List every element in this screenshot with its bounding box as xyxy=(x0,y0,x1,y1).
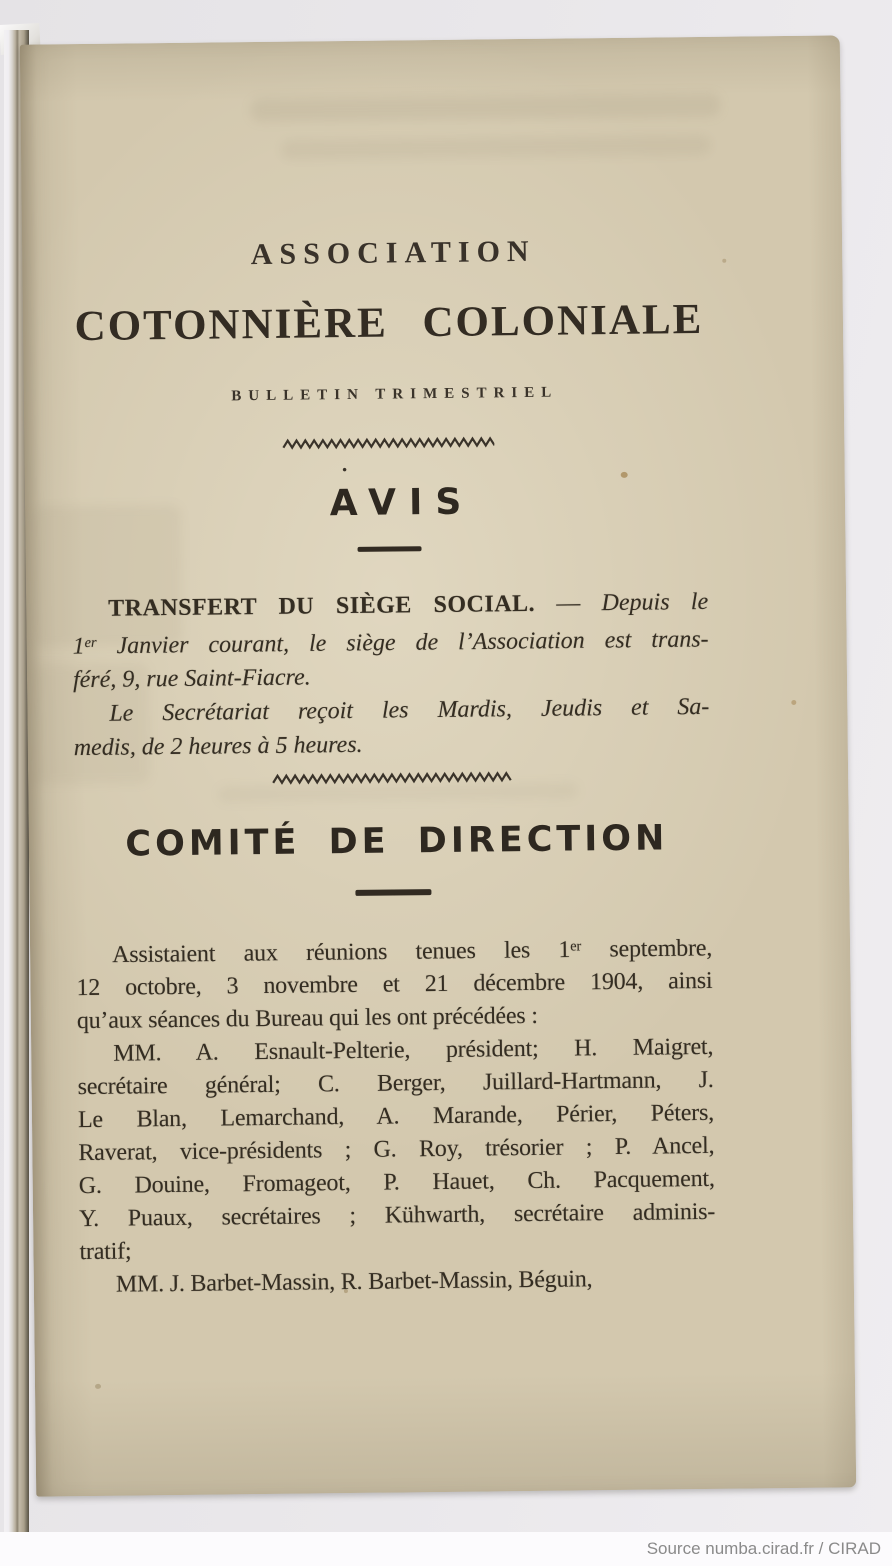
avis-paragraphs xyxy=(72,585,710,766)
paragraph-barbet-massin: MM. J. Barbet-Massin, R. Barbet-Massin, Béguin, xyxy=(115,1266,593,1299)
paragraph-secretariat-hours: Le Secrétariat reçoit les Mardis, Jeudis et Sa- medis, de 2 heures à 5 heures. xyxy=(73,694,710,762)
paragraph-reunions: Assistaient aux réunions tenues les 1er septembre, 12 octobre, 3 novembre et 21 décembre 1904, ainsi qu’aux séances du Bureau qui les ont précédées : xyxy=(76,935,713,1035)
source-credit-bar xyxy=(0,1532,892,1566)
masthead-association: ASSOCIATION xyxy=(250,234,536,272)
ornament-dot: . xyxy=(341,451,348,477)
text-column xyxy=(66,37,718,1496)
foxing-spot xyxy=(722,259,726,263)
paragraph-membres: MM. A. Esnault-Pelterie, président; H. Maigret, secrétaire général; C. Berger, Juillard-Hartmann, J. Le Blan, Lemarchand, A. Marande, Périer, Péters, Raverat, vice-présidents ; G. Roy, trésorier ; P. Ancel, G. Douine, Fromageot, P. Hauet, Ch. Pacquement, Y. Puaux, secrétaires ; Kühwarth, secrétaire adminis- tratif; xyxy=(77,1034,716,1266)
foxing-spot xyxy=(791,700,796,705)
section-rule xyxy=(355,889,431,896)
avis-heading: AVIS xyxy=(329,481,475,525)
masthead-subtitle: BULLETIN TRIMESTRIEL xyxy=(231,384,559,405)
masthead-title: COTONNIÈRE COLONIALE xyxy=(74,295,704,351)
book-page xyxy=(20,35,856,1496)
comite-heading: COMITÉ DE DIRECTION xyxy=(125,818,669,865)
paragraph-transfert-siege: TRANSFERT DU SIÈGE SOCIAL. — Depuis le 1er Janvier courant, le siège de l’Association est trans- féré, 9, rue Saint-Fiacre. xyxy=(72,588,709,694)
source-credit-text: Source numba.cirad.fr / CIRAD xyxy=(646,1539,881,1558)
section-rule xyxy=(358,546,422,552)
squiggle-divider xyxy=(70,433,706,458)
comite-paragraphs xyxy=(76,929,716,1303)
squiggle-divider xyxy=(74,768,710,793)
